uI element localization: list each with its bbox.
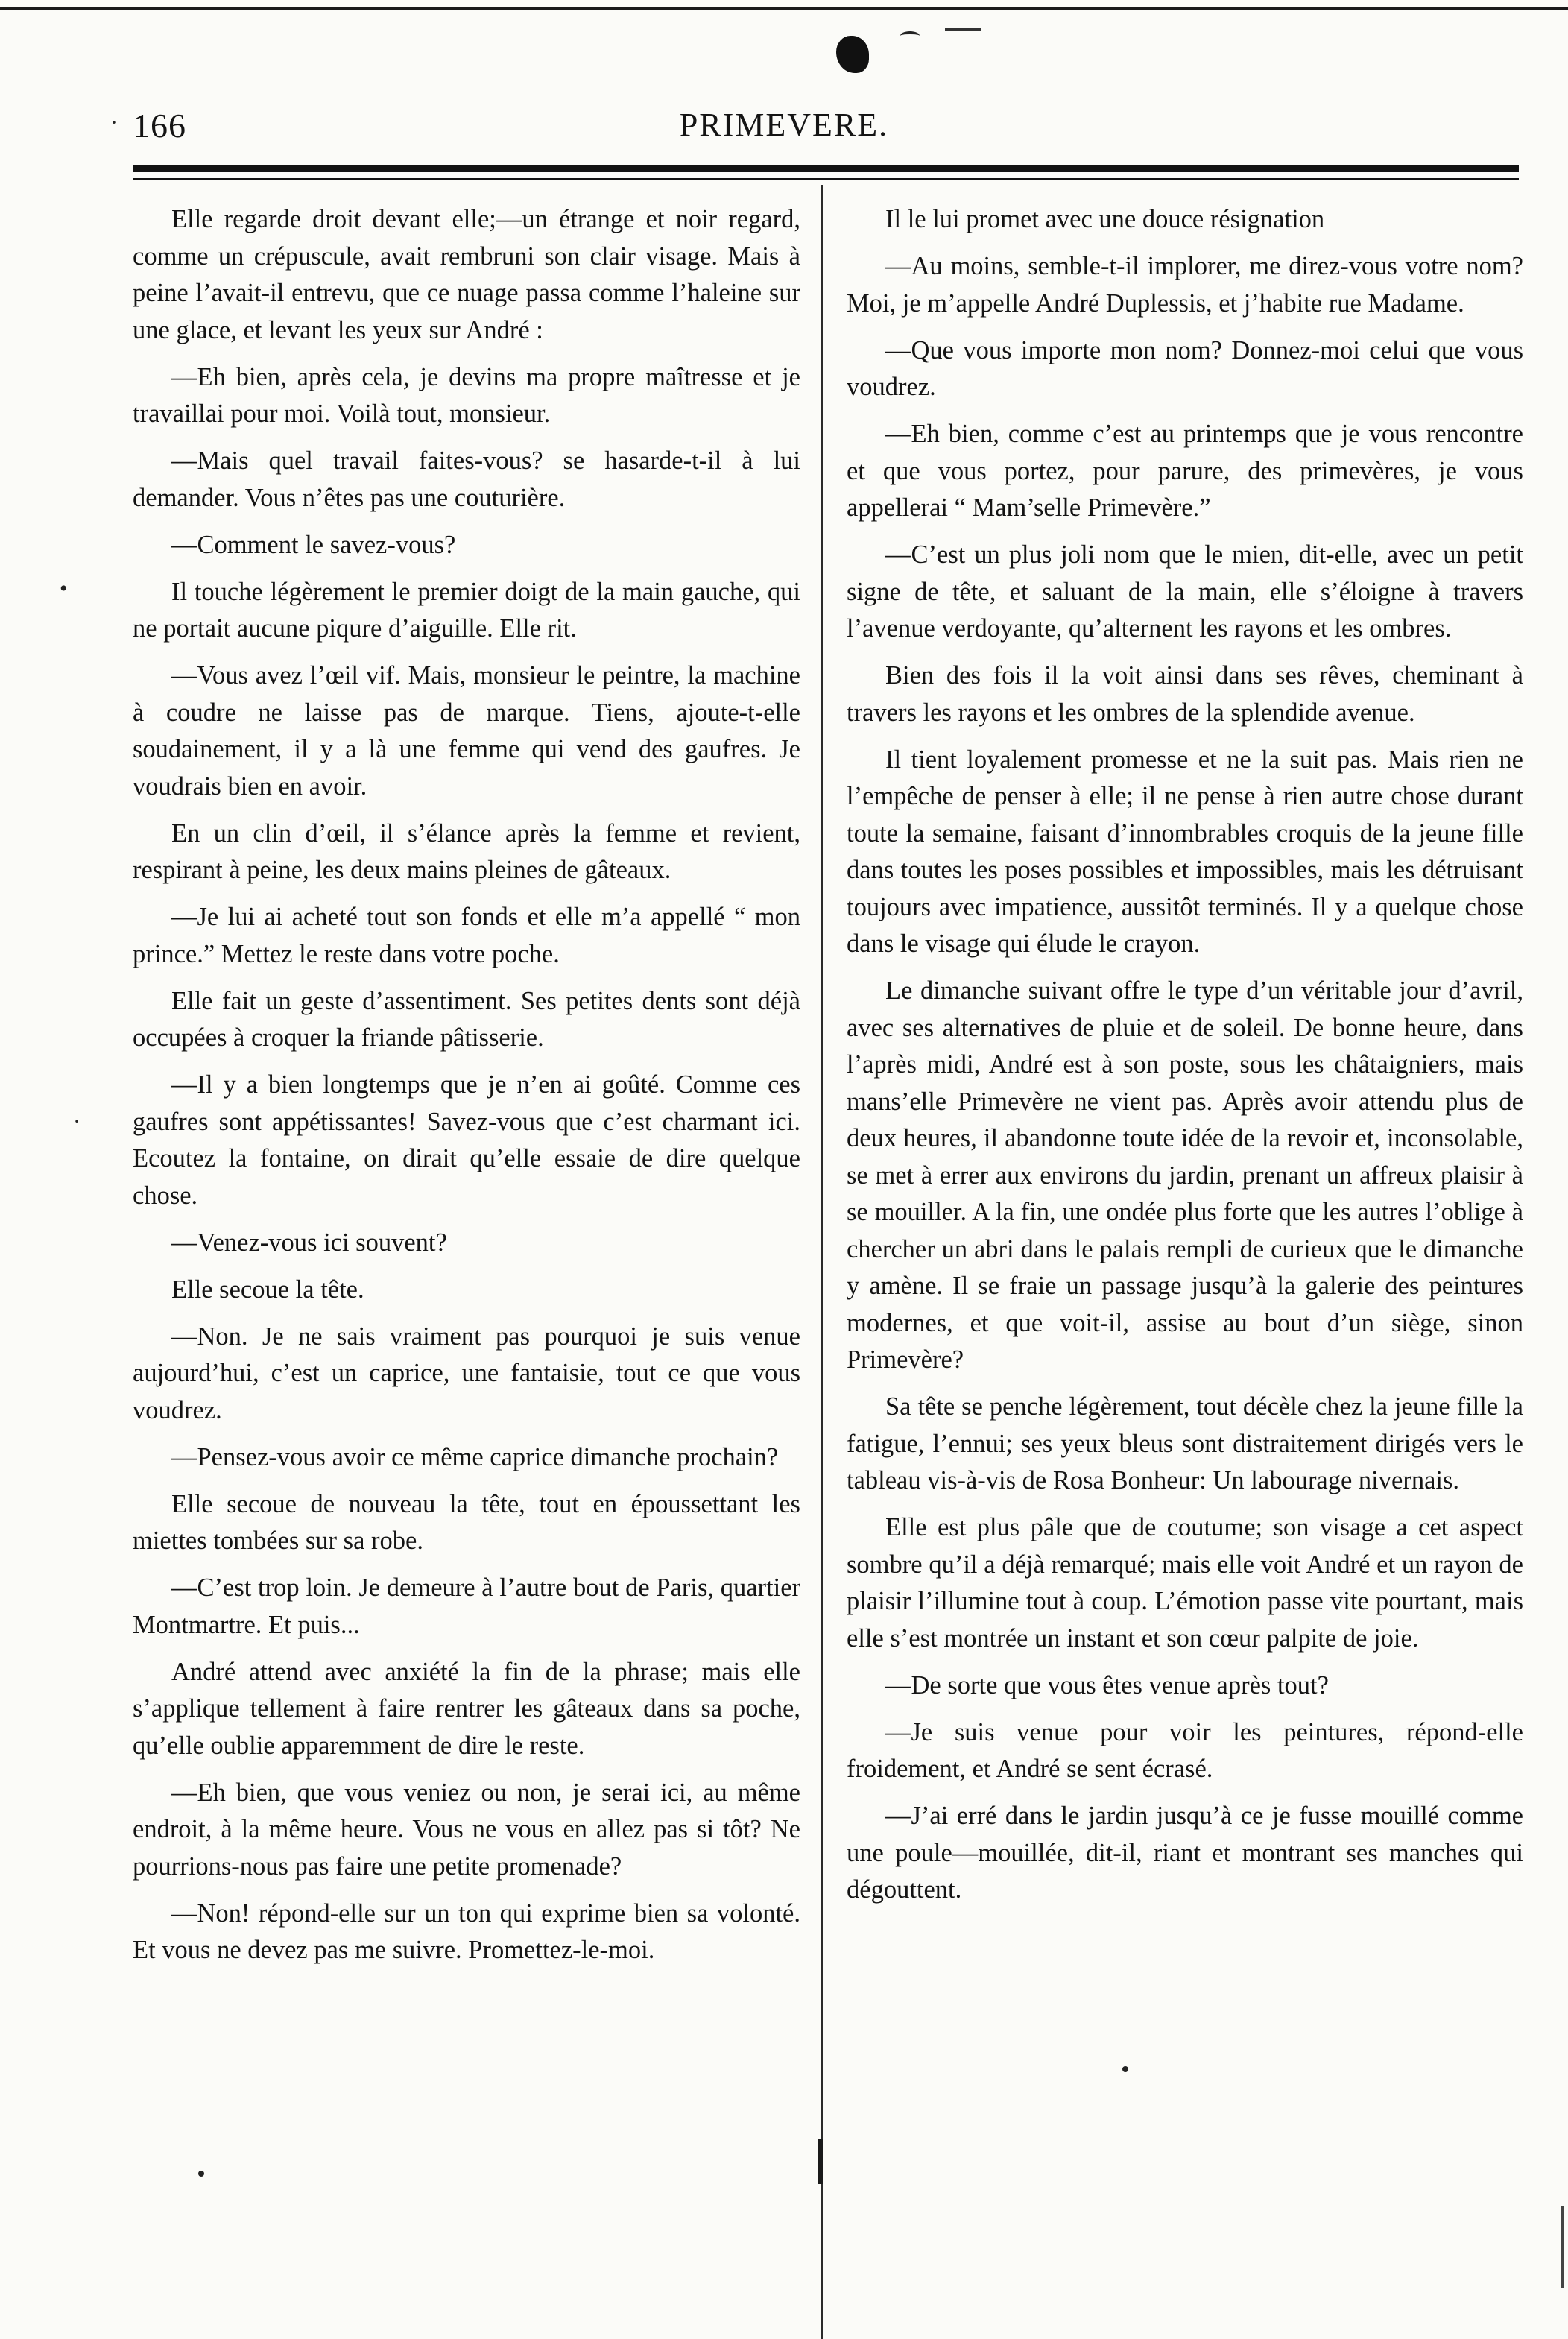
paragraph: —Eh bien, après cela, je devins ma propre maîtresse et je travaillai pour moi. Voilà tout, monsieur. xyxy=(133,362,800,428)
running-title: PRIMEVERE. xyxy=(679,107,889,143)
paragraph: En un clin d’œil, il s’élance après la femme et revient, respirant à peine, les deux mains pleines de gâteaux. xyxy=(133,818,800,884)
paragraph: —Eh bien, comme c’est au printemps que je vous rencontre et que vous portez, pour parure, des primevères, je vous appellerai “ Mam’selle Primevère.” xyxy=(847,420,1523,522)
column-divider-end xyxy=(818,2139,823,2184)
paragraph: Il tient loyalement promesse et ne la suit pas. Mais rien ne l’empêche de penser à elle; il ne pense à rien autre chose durant toute la semaine, faisant d’innombrables croquis de la jeune fille dans toutes les poses possibles et impossibles, mais les détruisant toujours avec impatience, aussitôt terminés. Il y a quelque chose dans le visage qui élude le crayon. xyxy=(847,745,1523,958)
paragraph: Elle est plus pâle que de coutume; son visage a cet aspect sombre qu’il a déjà remarqué; mais elle voit André et un rayon de plaisir l’illumine tout à coup. L’émotion passe vite pourtant, mais elle s’est montrée un instant et son cœur palpite de joie. xyxy=(847,1513,1523,1653)
paragraph: Le dimanche suivant offre le type d’un véritable jour d’avril, avec ses alternatives de pluie et de soleil. De bonne heure, dans l’après midi, André est à son poste, sous les châtaigniers, mais mans’elle Primevère ne vient pas. Après avoir attendu plus de deux heures, il abandonne toute idée de la revoir et, inconsolable, se met à errer aux environs du jardin, prenant un affreux plaisir à se mouiller. A la fin, une ondée plus forte que les autres l’oblige à chercher un abri dans le palais rempli de curieux que le dimanche y amène. Il se fraie un passage jusqu’à la galerie des peintures modernes, et que voit-il, assise au bout d’un siège, sinon Primevère? xyxy=(847,976,1523,1374)
paragraph: —C’est trop loin. Je demeure à l’autre bout de Paris, quartier Montmartre. Et puis... xyxy=(133,1573,800,1639)
top-edge-rule xyxy=(0,7,1568,10)
ink-mark xyxy=(945,28,981,31)
paragraph: Il le lui promet avec une douce résignation xyxy=(885,205,1325,233)
paragraph: —Vous avez l’œil vif. Mais, monsieur le peintre, la machine à coudre ne laisse pas de marque. Tiens, ajoute-t-elle soudainement, il y a là une femme qui vend des gaufres. Je voudrais bien en avoir. xyxy=(133,661,800,801)
paragraph: —Je suis venue pour voir les peintures, répond-elle froidement, et André se sent écrasé. xyxy=(847,1717,1523,1783)
stray-dot xyxy=(1122,2066,1128,2072)
paragraph: —C’est un plus joli nom que le mien, dit-elle, avec un petit signe de tête, et saluant de la main, elle s’éloigne à travers l’avenue verdoyante, qu’alternent les rayons et les ombres. xyxy=(847,540,1523,643)
paragraph: —Non! répond-elle sur un ton qui exprime bien sa volonté. Et vous ne devez pas me suivre. Promettez-le-moi. xyxy=(133,1898,800,1964)
paragraph: Elle fait un geste d’assentiment. Ses petites dents sont déjà occupées à croquer la friande pâtisserie. xyxy=(133,986,800,1052)
paragraph: Bien des fois il la voit ainsi dans ses rêves, cheminant à travers les rayons et les ombres de la splendide avenue. xyxy=(847,661,1523,727)
stray-dot xyxy=(198,2171,204,2177)
paragraph: Elle regarde droit devant elle;—un étrange et noir regard, comme un crépuscule, avait rembruni son clair visage. Mais à peine l’avait-il entrevu, que ce nuage passa comme l’haleine sur une glace, et levant les yeux sur André : xyxy=(133,205,800,344)
paragraph: —Il y a bien longtemps que je n’en ai goûté. Comme ces gaufres sont appétissantes! Savez-vous que c’est charmant ici. Ecoutez la fontaine, on dirait qu’elle essaie de dire quelque chose. xyxy=(133,1070,800,1210)
paragraph: —Comment le savez-vous? xyxy=(171,530,456,559)
paragraph: —De sorte que vous êtes venue après tout? xyxy=(885,1670,1329,1699)
paragraph: —Non. Je ne sais vraiment pas pourquoi je suis venue aujourd’hui, c’est un caprice, une fantaisie, tout ce que vous voudrez. xyxy=(133,1322,800,1424)
ink-blot xyxy=(836,36,869,73)
page-number: 166 xyxy=(133,107,186,145)
right-column xyxy=(847,201,1523,1919)
paragraph: —Au moins, semble-t-il implorer, me direz-vous votre nom? Moi, je m’appelle André Duplessis, et j’habite rue Madame. xyxy=(847,252,1523,318)
paragraph: —Eh bien, que vous veniez ou non, je serai ici, au même endroit, à la même heure. Vous ne vous en allez pas si tôt? Ne pourrions-nous pas faire une petite promenade? xyxy=(133,1778,800,1881)
paragraph: Elle secoue de nouveau la tête, tout en époussettant les miettes tombées sur sa robe. xyxy=(133,1489,800,1555)
paragraph: Il touche légèrement le premier doigt de la main gauche, qui ne portait aucune piqure d’aiguille. Elle rit. xyxy=(133,577,800,643)
column-divider xyxy=(821,185,823,2339)
paragraph: Sa tête se penche légèrement, tout décèle chez la jeune fille la fatigue, l’ennui; ses yeux bleus sont distraitement dirigés vers le tableau vis-à-vis de Rosa Bonheur: Un labourage nivernais. xyxy=(847,1392,1523,1494)
edge-mark xyxy=(1561,2206,1564,2288)
margin-dot: • xyxy=(60,576,68,601)
margin-dot: · xyxy=(110,110,118,135)
left-column xyxy=(133,201,800,1979)
header-rule xyxy=(133,165,1519,172)
ink-mark xyxy=(900,31,920,40)
paragraph: —Pensez-vous avoir ce même caprice dimanche prochain? xyxy=(171,1442,779,1471)
paragraph: —J’ai erré dans le jardin jusqu’à ce je fusse mouillé comme une poule—mouillée, dit-il, riant et montrant ses manches qui dégouttent. xyxy=(847,1802,1523,1904)
paragraph: —Je lui ai acheté tout son fonds et elle m’a appellé “ mon prince.” Mettez le reste dans votre poche. xyxy=(133,903,800,968)
paragraph: —Que vous importe mon nom? Donnez-moi celui que vous voudrez. xyxy=(847,335,1523,401)
paragraph: —Venez-vous ici souvent? xyxy=(171,1228,447,1257)
paragraph: André attend avec anxiété la fin de la phrase; mais elle s’applique tellement à faire rentrer les gâteaux dans sa poche, qu’elle oublie apparemment de dire le reste. xyxy=(133,1657,800,1760)
header-rule xyxy=(133,178,1519,180)
margin-dot: · xyxy=(73,1109,80,1134)
paragraph: Elle secoue la tête. xyxy=(171,1275,364,1304)
paragraph: —Mais quel travail faites-vous? se hasarde-t-il à lui demander. Vous n’êtes pas une couturière. xyxy=(133,446,800,512)
